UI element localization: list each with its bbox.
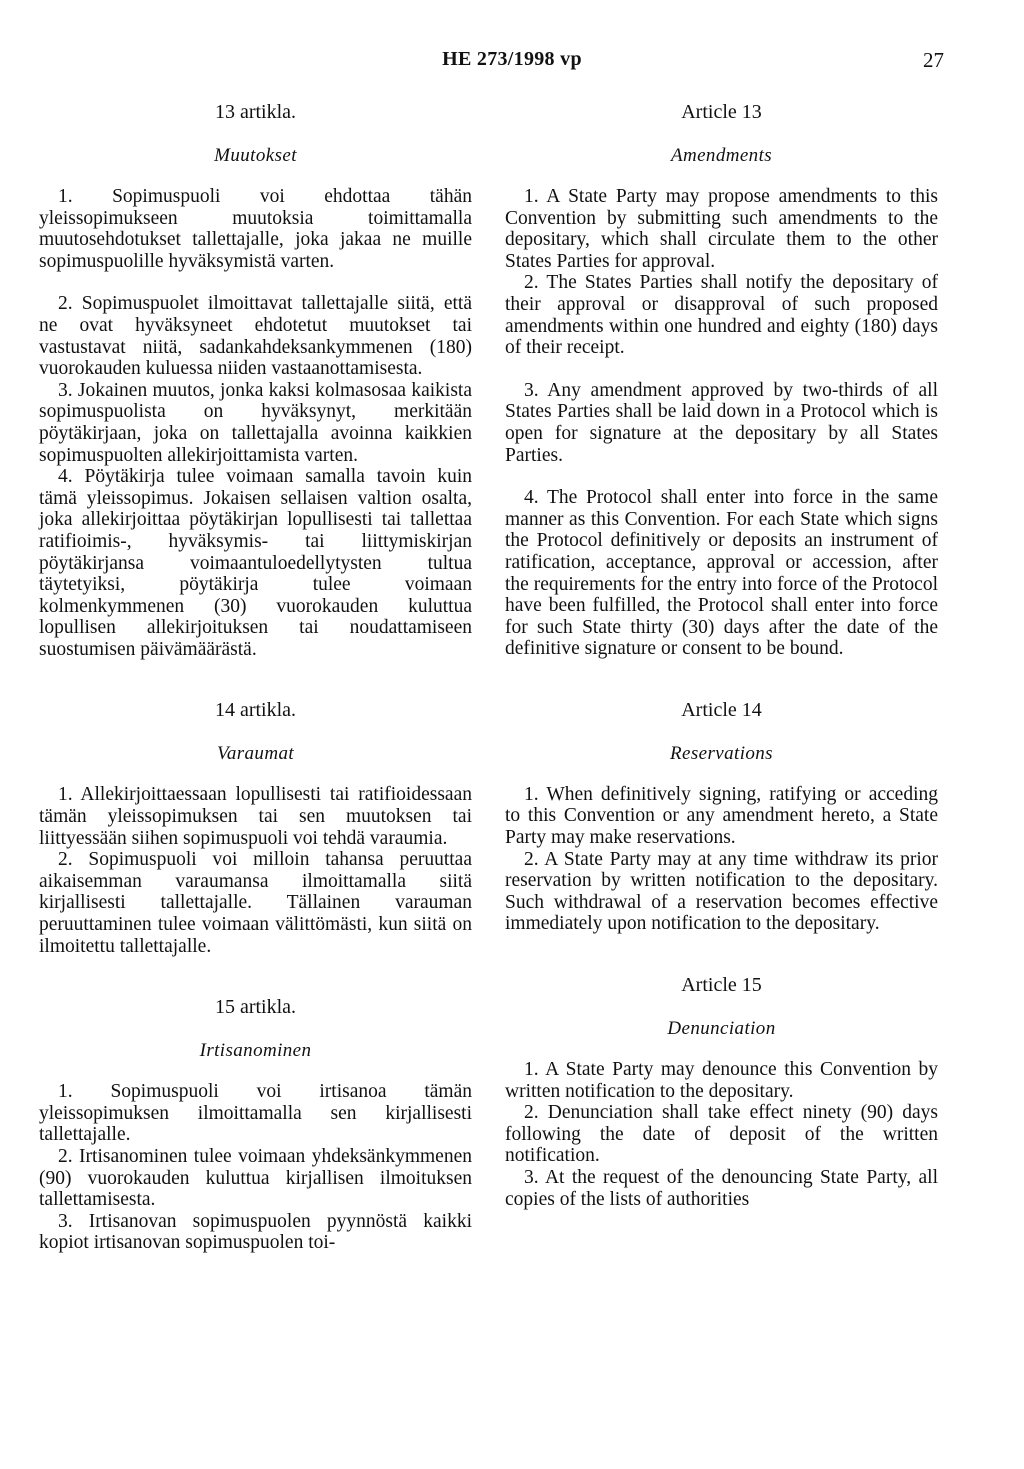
article-15-en xyxy=(505,973,938,1210)
article-title: Article 13 xyxy=(681,101,762,123)
article-subtitle: Irtisanominen xyxy=(199,1040,312,1062)
paragraph: 4. The Protocol shall enter into force in the same manner as this Convention. For each State which signs the Protocol definitively or deposits an instrument of ratification, acceptance, approval or accession, after the requirements for the entry into force of the Protocol have been fulfilled, the Protocol shall enter into force for such State thirty (30) days after the date of the definitive signature or consent to be bound. xyxy=(505,487,938,660)
article-title: 15 artikla. xyxy=(214,996,297,1019)
paragraph: 2. Sopimuspuoli voi milloin tahansa peruuttaa aikaisemman varaumansa ilmoittamalla siitä kirjallisesti tallettajalle. Tällainen varauman peruuttaminen tulee voimaan välittömästi, kun siitä on ilmoitettu tallettajalle. xyxy=(39,849,472,957)
article-subtitle: Reservations xyxy=(670,742,773,764)
paragraph: 4. Pöytäkirja tulee voimaan samalla tavoin kuin tämä yleissopimus. Jokaisen sellaisen valtion osalta, joka allekirjoittaa pöytäkirjan lopullisesti tai tallettaa ratifioimis-, hyväksymis- tai liittymiskirjan pöytäkirjansa voimaantuloedellytysten tultua täytetyiksi, pöytäkirja tulee voimaan kolmenkymmenen (30) vuorokauden kuluttua lopullisen allekirjoituksen tai noudattamiseen suostumisen päivämäärästä. xyxy=(39,466,472,660)
paragraph: 3. At the request of the denouncing State Party, all copies of the lists of authorities xyxy=(505,1167,938,1210)
article-15-fi xyxy=(39,995,472,1254)
paragraph: 1. When definitively signing, ratifying or acceding to this Convention or any amendment hereto, a State Party may make reservations. xyxy=(505,783,938,849)
paragraph: 3. Irtisanovan sopimuspuolen pyynnöstä kaikki kopiot irtisanovan sopimuspuolen toi- xyxy=(39,1210,472,1254)
article-title: 13 artikla. xyxy=(214,101,297,123)
article-subtitle: Muutokset xyxy=(214,145,297,166)
english-column xyxy=(505,100,938,1210)
paragraph: 2. The States Parties shall notify the depositary of their approval or disapproval of such proposed amendments within one hundred and eighty (180) days of their receipt. xyxy=(505,272,938,359)
article-subtitle: Varaumat xyxy=(216,743,295,765)
paragraph: 1. A State Party may denounce this Convention by written notification to the depositary. xyxy=(505,1059,938,1102)
article-title: Article 14 xyxy=(681,698,762,721)
paragraph: 3. Any amendment approved by two-thirds of all States Parties shall be laid down in a Protocol which is open for signature at the depositary by all States Parties. xyxy=(505,379,938,466)
article-13-en xyxy=(505,100,938,660)
paragraph: 1. Allekirjoittaessaan lopullisesti tai ratifioidessaan tämän yleissopimuksen tai sen muutoksen tai liittyessään siihen sopimuspuoli voi tehdä varaumia. xyxy=(39,784,472,849)
finnish-column xyxy=(39,100,472,1254)
page-number: 27 xyxy=(923,48,944,72)
article-title: 14 artikla. xyxy=(214,699,297,722)
paragraph: 2. Denunciation shall take effect ninety (90) days following the date of deposit of the written notification. xyxy=(505,1102,938,1167)
paragraph: 1. A State Party may propose amendments to this Convention by submitting such amendments to the depositary, which shall circulate them to the other States Parties for approval. xyxy=(505,186,938,272)
article-14-fi xyxy=(39,698,472,957)
article-subtitle: Amendments xyxy=(670,145,773,166)
article-subtitle: Denunciation xyxy=(667,1018,776,1040)
document-id: HE 273/1998 vp xyxy=(442,48,582,70)
page-header xyxy=(0,48,1024,78)
paragraph: 1. Sopimuspuoli voi irtisanoa tämän yleissopimuksen ilmoittamalla sen kirjallisesti tallettajalle. xyxy=(39,1081,472,1146)
article-13-fi xyxy=(39,100,472,660)
paragraph: 2. Sopimuspuolet ilmoittavat tallettajalle siitä, että ne ovat hyväksyneet ehdotetut muutokset tai vastustavat niitä, sadankahdeksankymmenen (180) vuorokauden kuluessa niiden vastaanottamisesta. xyxy=(39,293,472,380)
paragraph: 2. Irtisanominen tulee voimaan yhdeksänkymmenen (90) vuorokauden kuluttua kirjallisen ilmoituksen tallettamisesta. xyxy=(39,1146,472,1211)
paragraph: 3. Jokainen muutos, jonka kaksi kolmasosaa kaikista sopimuspuolista on hyväksynyt, merkitään pöytäkirjaan, joka on tallettajalla avoinna kaikkien sopimuspuolten allekirjoittamista varten. xyxy=(39,379,472,466)
article-14-en xyxy=(505,698,938,935)
paragraph: 1. Sopimuspuoli voi ehdottaa tähän yleissopimukseen muutoksia toimittamalla muutosehdotukset tallettajalle, joka jakaa ne muille sopimuspuolille hyväksymistä varten. xyxy=(39,186,472,272)
paragraph: 2. A State Party may at any time withdraw its prior reservation by written notification to the depositary. Such withdrawal of a reservation becomes effective immediately upon notification to the depositary. xyxy=(505,848,938,935)
article-title: Article 15 xyxy=(681,974,762,997)
